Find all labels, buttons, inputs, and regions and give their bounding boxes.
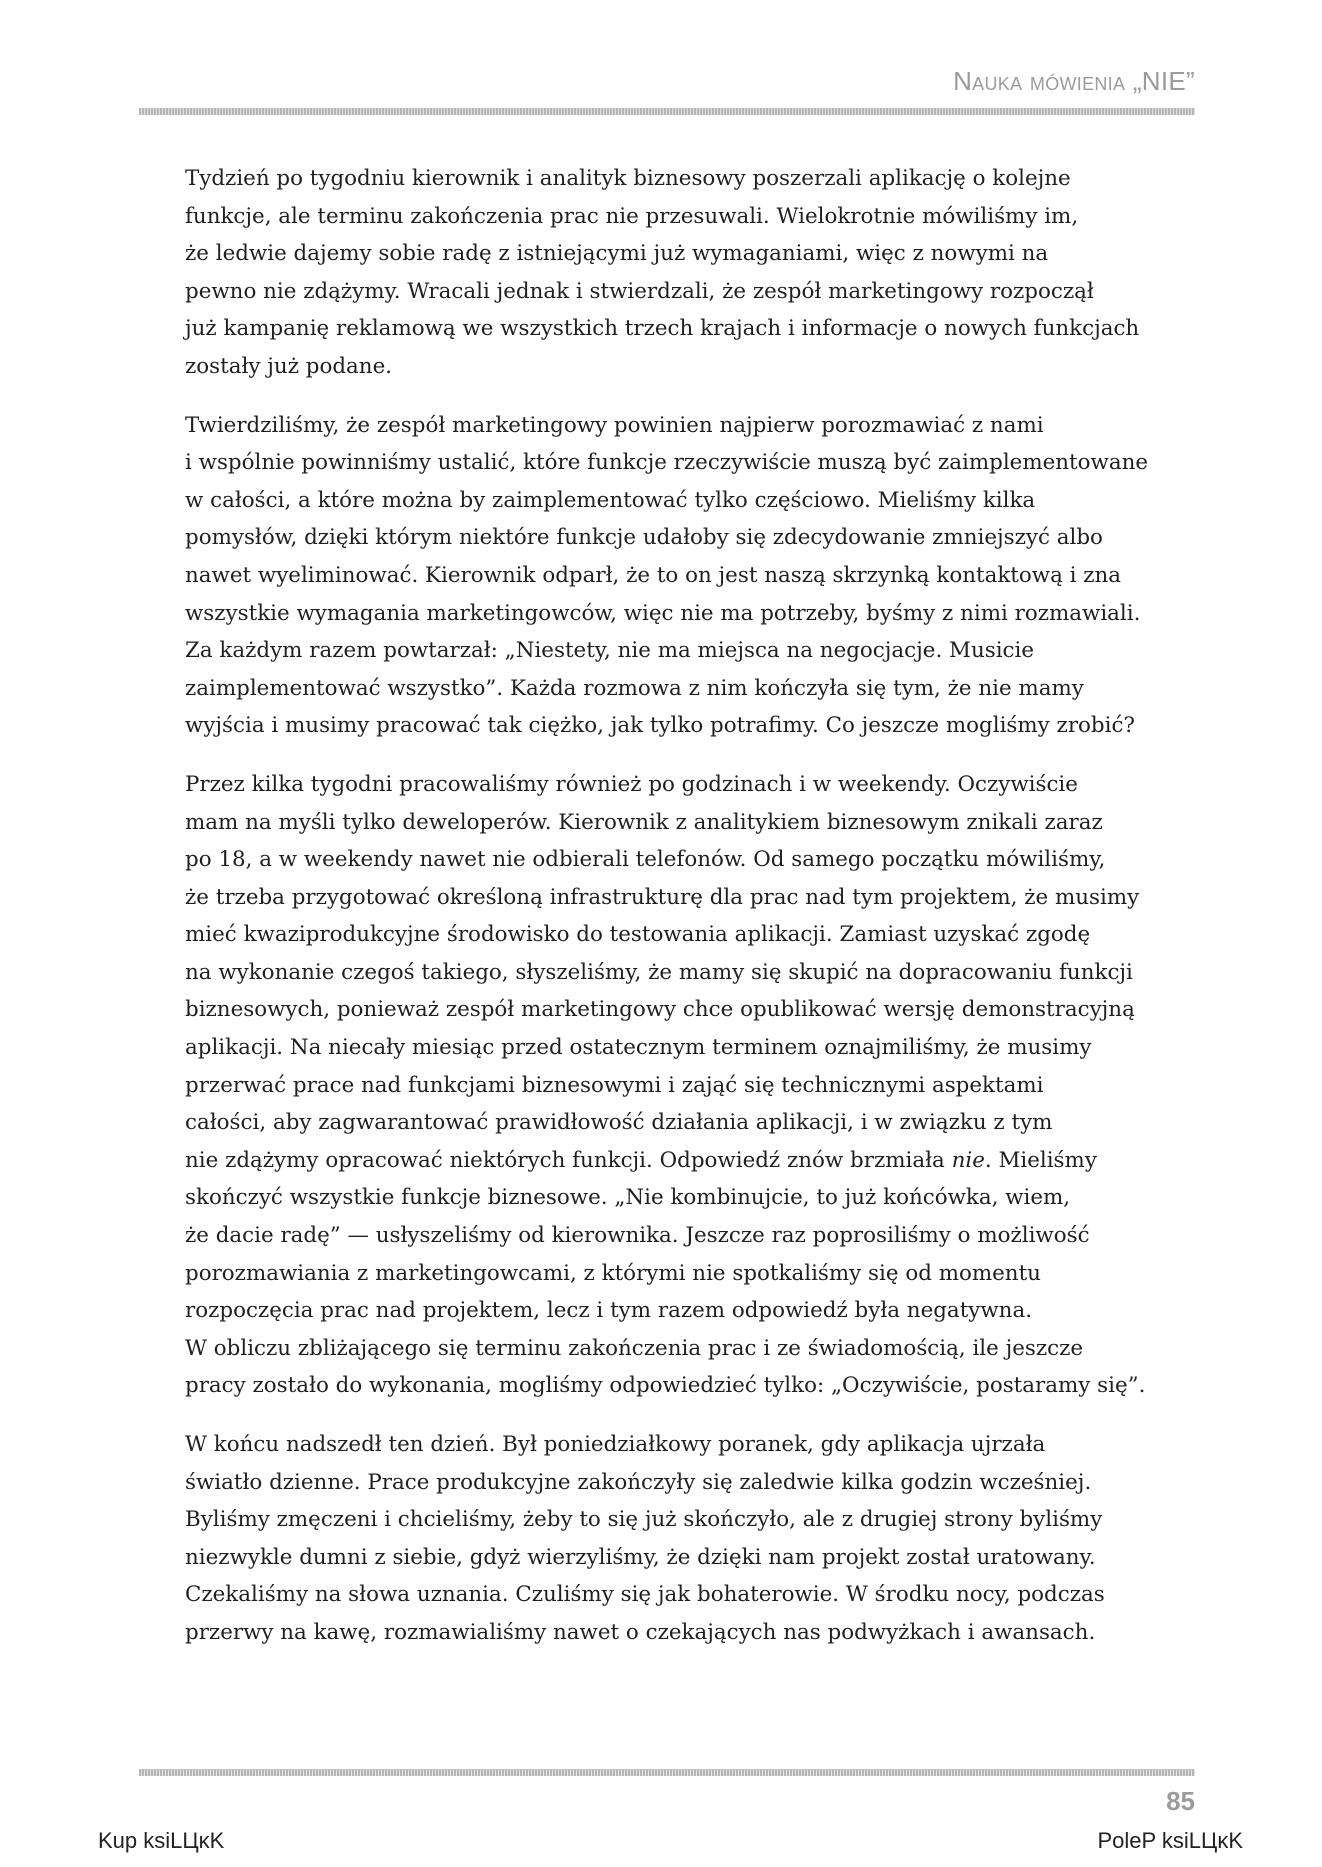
- text-line: wyjścia i musimy pracować tak ciężko, jak tylko potrafimy. Co jeszcze mogliśmy zrobić?: [185, 713, 1135, 739]
- text-line: po 18, a w weekendy nawet nie odbierali telefonów. Od samego początku mówiliśmy,: [185, 847, 1106, 873]
- text-line: W obliczu zbliżającego się terminu zakończenia prac i ze świadomością, ile jeszcze: [185, 1335, 1084, 1361]
- bottom-divider: [139, 1769, 1195, 1776]
- text-line: funkcje, ale terminu zakończenia prac nie przesuwali. Wielokrotnie mówiliśmy im,: [185, 203, 1079, 229]
- text-line: pomysłów, dzięki którym niektóre funkcje udałoby się zdecydowanie zmniejszyć albo: [185, 525, 1103, 551]
- text-line: że dacie radę” — usłyszeliśmy od kierownika. Jeszcze raz poprosiliśmy o możliwość: [185, 1223, 1090, 1249]
- text-line: już kampanię reklamową we wszystkich trzech krajach i informacje o nowych funkcjach: [185, 316, 1140, 342]
- text-line: że ledwie dajemy sobie radę z istniejącymi już wymaganiami, więc z nowymi na: [185, 241, 1049, 267]
- text-line: Przez kilka tygodni pracowaliśmy również po godzinach i w weekendy. Oczywiście: [185, 771, 1078, 797]
- text-line: porozmawiania z marketingowcami, z którymi nie spotkaliśmy się od momentu: [185, 1260, 1041, 1286]
- text-line: że trzeba przygotować określoną infrastrukturę dla prac nad tym projektem, że musimy: [185, 884, 1140, 910]
- paragraph-4: [185, 1426, 1203, 1652]
- text-line: aplikacji. Na niecały miesiąc przed ostatecznym terminem oznajmiliśmy, że musimy: [185, 1035, 1092, 1061]
- text-line: pewno nie zdążymy. Wracali jednak i stwierdzali, że zespół marketingowy rozpoczął: [185, 278, 1094, 304]
- text-line: zaimplementować wszystko”. Każda rozmowa z nim kończyła się tym, że nie mamy: [185, 675, 1084, 701]
- text-line: Tydzień po tygodniu kierownik i analityk biznesowy poszerzali aplikację o kolejne: [185, 166, 1071, 191]
- text-line: w całości, a które można by zaimplementować tylko częściowo. Mieliśmy kilka: [185, 487, 1036, 513]
- text-line: nawet wyeliminować. Kierownik odparł, że to on jest naszą skrzynką kontaktową i zna: [185, 562, 1122, 588]
- body-text: [185, 160, 1203, 1673]
- paragraph-2: [185, 407, 1203, 745]
- buy-book-link[interactable]: Kup ksiLЦĸK: [98, 1828, 225, 1853]
- text-line: przerwać prace nad funkcjami biznesowymi i zająć się technicznymi aspektami: [185, 1072, 1044, 1098]
- running-header-quote: „NIE”: [1132, 66, 1195, 96]
- text-line: i wspólnie powinniśmy ustalić, które funkcje rzeczywiście muszą być zaimplementowane: [185, 450, 1149, 476]
- emphasis-nie: nie: [951, 1147, 985, 1173]
- recommend-book-link[interactable]: PoleP ksiLЦĸK: [1097, 1828, 1243, 1853]
- text-line: na wykonanie czegoś takiego, słyszeliśmy, że mamy się skupić na dopracowaniu funkcji: [185, 959, 1133, 985]
- text-line: wszystkie wymagania marketingowców, więc nie ma potrzeby, byśmy z nimi rozmawiali.: [185, 600, 1141, 626]
- text-line: skończyć wszystkie funkcje biznesowe. „Nie kombinujcie, to już końcówka, wiem,: [185, 1185, 1071, 1211]
- text-line: Twierdziliśmy, że zespół marketingowy powinien najpierw porozmawiać z nami: [185, 412, 1044, 438]
- text-line: całości, aby zagwarantować prawidłowość działania aplikacji, i w związku z tym: [185, 1110, 1053, 1136]
- text-line: mam na myśli tylko deweloperów. Kierownik z analitykiem biznesowym znikali zaraz: [185, 809, 1103, 835]
- text-line: światło dzienne. Prace produkcyjne zakończyły się zaledwie kilka godzin wcześniej.: [185, 1469, 1092, 1495]
- text-line: pracy zostało do wykonania, mogliśmy odpowiedzieć tylko: „Oczywiście, postaramy się”.: [185, 1373, 1146, 1399]
- running-header-title: Nauka mówienia: [953, 66, 1126, 96]
- text-line: rozpoczęcia prac nad projektem, lecz i tym razem odpowiedź była negatywna.: [185, 1298, 1033, 1324]
- text-line: nie zdążymy opracować niektórych funkcji. Odpowiedź znów brzmiała nie. Mieliśmy: [185, 1147, 1097, 1173]
- text-line: niezwykle dumni z siebie, gdyż wierzyliśmy, że dzięki nam projekt został uratowany.: [185, 1544, 1096, 1570]
- top-divider: [139, 108, 1195, 115]
- page-number: 85: [1166, 1786, 1195, 1816]
- paragraph-3: [185, 766, 1203, 1405]
- text-line: mieć kwaziprodukcyjne środowisko do testowania aplikacji. Zamiast uzyskać zgodę: [185, 922, 1091, 948]
- running-header: [953, 66, 1195, 97]
- text-line: biznesowych, ponieważ zespół marketingowy chce opublikować wersję demonstracyjną: [185, 997, 1135, 1023]
- text-line: Byliśmy zmęczeni i chcieliśmy, żeby to się już skończyło, ale z drugiej strony byliśmy: [185, 1507, 1103, 1533]
- text-line: Czekaliśmy na słowa uznania. Czuliśmy się jak bohaterowie. W środku nocy, podczas: [185, 1582, 1105, 1608]
- text-line: zostały już podane.: [185, 353, 393, 379]
- text-line: W końcu nadszedł ten dzień. Był poniedziałkowy poranek, gdy aplikacja ujrzała: [185, 1432, 1046, 1457]
- paragraph-1: [185, 160, 1203, 386]
- text-line: przerwy na kawę, rozmawialiśmy nawet o czekających nas podwyżkach i awansach.: [185, 1619, 1096, 1645]
- text-line: Za każdym razem powtarzał: „Niestety, nie ma miejsca na negocjacje. Musicie: [185, 638, 1035, 664]
